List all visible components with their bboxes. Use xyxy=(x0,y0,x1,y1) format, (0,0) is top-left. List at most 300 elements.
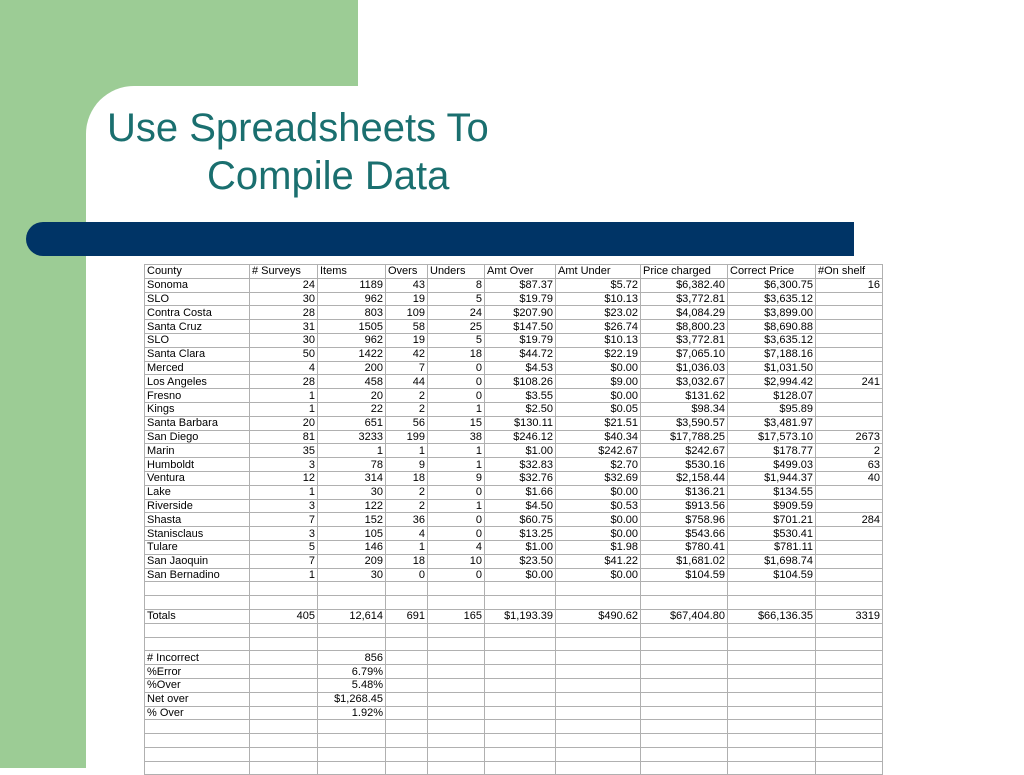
table-cell: 43 xyxy=(386,278,428,292)
table-cell: $9.00 xyxy=(556,375,641,389)
table-cell: $0.00 xyxy=(556,568,641,582)
table-cell xyxy=(485,706,556,720)
table-cell xyxy=(816,416,883,430)
table-cell: 18 xyxy=(386,471,428,485)
table-cell: 458 xyxy=(318,375,386,389)
table-cell: 50 xyxy=(250,347,318,361)
table-cell: $0.00 xyxy=(556,513,641,527)
table-cell: $5.72 xyxy=(556,278,641,292)
table-cell: Shasta xyxy=(145,513,250,527)
table-cell: 962 xyxy=(318,333,386,347)
table-row xyxy=(145,637,883,651)
table-cell: $131.62 xyxy=(641,389,728,403)
table-cell: $2,994.42 xyxy=(728,375,816,389)
table-cell: San Jaoquin xyxy=(145,554,250,568)
table-cell xyxy=(250,637,318,651)
table-cell xyxy=(728,692,816,706)
table-cell: $13.25 xyxy=(485,527,556,541)
table-cell: 78 xyxy=(318,458,386,472)
table-cell: $1.98 xyxy=(556,540,641,554)
table-cell: 2 xyxy=(386,402,428,416)
table-cell xyxy=(816,582,883,596)
table-cell: $3,481.97 xyxy=(728,416,816,430)
table-cell xyxy=(145,623,250,637)
table-cell xyxy=(728,706,816,720)
table-cell xyxy=(250,596,318,610)
table-cell: 9 xyxy=(386,458,428,472)
table-cell: $147.50 xyxy=(485,320,556,334)
table-row xyxy=(145,554,883,568)
table-cell xyxy=(816,747,883,761)
table-cell xyxy=(485,747,556,761)
table-cell: 165 xyxy=(428,609,485,623)
table-row xyxy=(145,747,883,761)
table-cell: $95.89 xyxy=(728,402,816,416)
table-cell xyxy=(556,651,641,665)
table-cell: Sonoma xyxy=(145,278,250,292)
table-cell xyxy=(816,389,883,403)
table-cell: 30 xyxy=(250,333,318,347)
table-cell: 3319 xyxy=(816,609,883,623)
table-cell xyxy=(728,734,816,748)
table-cell xyxy=(428,678,485,692)
table-cell: SLO xyxy=(145,292,250,306)
table-cell: $1,944.37 xyxy=(728,471,816,485)
table-cell: $67,404.80 xyxy=(641,609,728,623)
table-row xyxy=(145,278,883,292)
table-cell: $490.62 xyxy=(556,609,641,623)
table-cell: $2.50 xyxy=(485,402,556,416)
table-cell: $530.16 xyxy=(641,458,728,472)
table-cell xyxy=(641,665,728,679)
table-row xyxy=(145,527,883,541)
table-cell: 5.48% xyxy=(318,678,386,692)
table-cell: 1 xyxy=(386,444,428,458)
table-cell: Santa Clara xyxy=(145,347,250,361)
table-cell: $19.79 xyxy=(485,333,556,347)
table-cell xyxy=(556,692,641,706)
table-cell xyxy=(556,582,641,596)
table-cell xyxy=(428,747,485,761)
table-cell: $3,635.12 xyxy=(728,292,816,306)
table-cell xyxy=(816,554,883,568)
table-cell: 405 xyxy=(250,609,318,623)
table-cell: 19 xyxy=(386,292,428,306)
table-row xyxy=(145,485,883,499)
table-row xyxy=(145,499,883,513)
table-cell: $23.50 xyxy=(485,554,556,568)
table-row xyxy=(145,458,883,472)
table-cell: Riverside xyxy=(145,499,250,513)
table-cell: $17,573.10 xyxy=(728,430,816,444)
table-cell: Totals xyxy=(145,609,250,623)
table-cell: 28 xyxy=(250,306,318,320)
table-cell xyxy=(428,582,485,596)
table-cell: $108.26 xyxy=(485,375,556,389)
table-header-row xyxy=(145,265,883,279)
table-cell: 0 xyxy=(428,485,485,499)
table-cell: $26.74 xyxy=(556,320,641,334)
table-cell: 0 xyxy=(386,568,428,582)
table-cell xyxy=(428,665,485,679)
table-cell: $41.22 xyxy=(556,554,641,568)
table-cell xyxy=(728,582,816,596)
table-row xyxy=(145,361,883,375)
table-cell xyxy=(816,692,883,706)
table-row xyxy=(145,761,883,775)
table-cell: $909.59 xyxy=(728,499,816,513)
table-cell xyxy=(641,596,728,610)
table-cell: Marin xyxy=(145,444,250,458)
table-cell xyxy=(816,568,883,582)
table-cell: 1505 xyxy=(318,320,386,334)
table-cell xyxy=(318,596,386,610)
table-row xyxy=(145,692,883,706)
table-cell xyxy=(145,637,250,651)
table-cell: $60.75 xyxy=(485,513,556,527)
table-cell: 2 xyxy=(386,389,428,403)
table-row xyxy=(145,347,883,361)
table-cell: $1,698.74 xyxy=(728,554,816,568)
table-cell xyxy=(318,734,386,748)
table-cell: $2,158.44 xyxy=(641,471,728,485)
table-cell: 20 xyxy=(318,389,386,403)
table-cell: 25 xyxy=(428,320,485,334)
table-cell: 691 xyxy=(386,609,428,623)
table-row xyxy=(145,720,883,734)
table-cell: $3,032.67 xyxy=(641,375,728,389)
table-cell: 7 xyxy=(386,361,428,375)
table-cell: Net over xyxy=(145,692,250,706)
table-cell: $781.11 xyxy=(728,540,816,554)
table-cell xyxy=(641,761,728,775)
table-cell: 24 xyxy=(250,278,318,292)
table-cell: 3 xyxy=(250,527,318,541)
table-cell xyxy=(641,651,728,665)
table-cell: $780.41 xyxy=(641,540,728,554)
table-cell xyxy=(485,720,556,734)
table-cell: 1422 xyxy=(318,347,386,361)
table-row xyxy=(145,320,883,334)
table-cell xyxy=(816,499,883,513)
table-cell: 6.79% xyxy=(318,665,386,679)
table-cell: $1.66 xyxy=(485,485,556,499)
table-cell xyxy=(556,747,641,761)
table-cell xyxy=(641,692,728,706)
table-cell: 28 xyxy=(250,375,318,389)
table-cell xyxy=(816,361,883,375)
table-cell xyxy=(816,485,883,499)
table-cell: $701.21 xyxy=(728,513,816,527)
table-row xyxy=(145,568,883,582)
table-row xyxy=(145,596,883,610)
table-cell: $8,800.23 xyxy=(641,320,728,334)
table-cell: 9 xyxy=(428,471,485,485)
spreadsheet-table xyxy=(144,264,883,775)
table-cell: 1 xyxy=(428,458,485,472)
table-cell xyxy=(386,651,428,665)
table-cell xyxy=(428,761,485,775)
table-cell xyxy=(428,623,485,637)
column-header: Amt Under xyxy=(556,265,641,279)
table-cell: $0.00 xyxy=(556,389,641,403)
table-cell: SLO xyxy=(145,333,250,347)
slide-title xyxy=(107,104,647,200)
table-cell xyxy=(250,665,318,679)
table-cell xyxy=(641,706,728,720)
table-cell xyxy=(485,582,556,596)
table-cell: $66,136.35 xyxy=(728,609,816,623)
table-cell: $3,772.81 xyxy=(641,292,728,306)
table-cell: $128.07 xyxy=(728,389,816,403)
table-cell xyxy=(428,734,485,748)
table-cell: 0 xyxy=(428,527,485,541)
table-cell: 1 xyxy=(428,499,485,513)
table-cell: $32.69 xyxy=(556,471,641,485)
table-cell xyxy=(816,623,883,637)
table-cell: 109 xyxy=(386,306,428,320)
table-cell xyxy=(318,761,386,775)
column-header: Overs xyxy=(386,265,428,279)
table-cell xyxy=(556,596,641,610)
table-cell: 1 xyxy=(250,485,318,499)
table-row xyxy=(145,609,883,623)
table-cell: 0 xyxy=(428,389,485,403)
table-cell xyxy=(386,706,428,720)
table-cell xyxy=(145,582,250,596)
table-cell: Fresno xyxy=(145,389,250,403)
table-cell: $32.83 xyxy=(485,458,556,472)
table-cell: $21.51 xyxy=(556,416,641,430)
table-cell: 199 xyxy=(386,430,428,444)
table-cell: Kings xyxy=(145,402,250,416)
table-row xyxy=(145,292,883,306)
table-cell: 22 xyxy=(318,402,386,416)
table-cell xyxy=(250,651,318,665)
column-header: Correct Price xyxy=(728,265,816,279)
table-cell: 0 xyxy=(428,375,485,389)
table-cell: 5 xyxy=(250,540,318,554)
table-row xyxy=(145,416,883,430)
table-cell: 1 xyxy=(428,402,485,416)
table-cell: $104.59 xyxy=(641,568,728,582)
table-cell xyxy=(250,582,318,596)
table-cell: $44.72 xyxy=(485,347,556,361)
table-row xyxy=(145,678,883,692)
table-cell: 18 xyxy=(386,554,428,568)
table-cell xyxy=(816,665,883,679)
table-row xyxy=(145,471,883,485)
table-cell xyxy=(428,637,485,651)
table-cell: 4 xyxy=(250,361,318,375)
table-cell: 651 xyxy=(318,416,386,430)
table-cell: %Error xyxy=(145,665,250,679)
table-cell: $7,188.16 xyxy=(728,347,816,361)
table-cell xyxy=(728,623,816,637)
table-cell: $17,788.25 xyxy=(641,430,728,444)
table-cell: $913.56 xyxy=(641,499,728,513)
table-cell: $0.00 xyxy=(556,485,641,499)
table-cell: $0.00 xyxy=(485,568,556,582)
table-cell xyxy=(728,596,816,610)
table-cell xyxy=(556,720,641,734)
table-cell: 18 xyxy=(428,347,485,361)
table-cell xyxy=(556,637,641,651)
table-cell xyxy=(816,637,883,651)
table-cell: 146 xyxy=(318,540,386,554)
table-cell: 38 xyxy=(428,430,485,444)
table-cell: 1 xyxy=(250,389,318,403)
table-cell xyxy=(641,582,728,596)
table-cell: $87.37 xyxy=(485,278,556,292)
table-cell: 0 xyxy=(428,513,485,527)
table-cell xyxy=(816,540,883,554)
table-cell: %Over xyxy=(145,678,250,692)
table-cell: 3 xyxy=(250,499,318,513)
table-cell: $3,590.57 xyxy=(641,416,728,430)
table-cell xyxy=(816,651,883,665)
table-cell: 63 xyxy=(816,458,883,472)
table-cell xyxy=(728,678,816,692)
table-cell: 152 xyxy=(318,513,386,527)
table-cell: 122 xyxy=(318,499,386,513)
table-cell: $1,031.50 xyxy=(728,361,816,375)
table-cell xyxy=(145,734,250,748)
table-cell: 7 xyxy=(250,513,318,527)
table-cell: 10 xyxy=(428,554,485,568)
table-cell xyxy=(816,402,883,416)
table-cell: 7 xyxy=(250,554,318,568)
table-cell xyxy=(728,761,816,775)
table-cell xyxy=(386,596,428,610)
table-cell xyxy=(728,665,816,679)
table-cell xyxy=(386,582,428,596)
table-cell xyxy=(816,320,883,334)
column-header: Price charged xyxy=(641,265,728,279)
table-cell xyxy=(816,596,883,610)
table-cell: 200 xyxy=(318,361,386,375)
table-cell: 1 xyxy=(318,444,386,458)
table-cell: 803 xyxy=(318,306,386,320)
table-cell: $178.77 xyxy=(728,444,816,458)
table-cell xyxy=(318,747,386,761)
table-cell: 2 xyxy=(816,444,883,458)
table-row xyxy=(145,582,883,596)
table-cell: 1 xyxy=(250,402,318,416)
table-cell: 2673 xyxy=(816,430,883,444)
table-cell: $19.79 xyxy=(485,292,556,306)
table-cell xyxy=(816,527,883,541)
table-cell: 241 xyxy=(816,375,883,389)
table-cell: $6,300.75 xyxy=(728,278,816,292)
table-cell: 30 xyxy=(250,292,318,306)
table-cell: 20 xyxy=(250,416,318,430)
table-cell: 856 xyxy=(318,651,386,665)
table-cell: $1,268.45 xyxy=(318,692,386,706)
table-cell: 12 xyxy=(250,471,318,485)
table-cell xyxy=(250,747,318,761)
column-header: County xyxy=(145,265,250,279)
table-cell: 2 xyxy=(386,499,428,513)
table-cell: 12,614 xyxy=(318,609,386,623)
table-cell xyxy=(145,596,250,610)
table-cell xyxy=(318,720,386,734)
table-row xyxy=(145,665,883,679)
table-cell: 15 xyxy=(428,416,485,430)
table-row xyxy=(145,375,883,389)
table-cell xyxy=(816,720,883,734)
table-cell: 5 xyxy=(428,292,485,306)
table-cell: Lake xyxy=(145,485,250,499)
table-cell: 58 xyxy=(386,320,428,334)
table-cell: $22.19 xyxy=(556,347,641,361)
table-cell xyxy=(728,651,816,665)
table-cell: $134.55 xyxy=(728,485,816,499)
table-cell xyxy=(386,665,428,679)
table-cell: 2 xyxy=(386,485,428,499)
table-cell: Tulare xyxy=(145,540,250,554)
table-row xyxy=(145,306,883,320)
table-cell: # Incorrect xyxy=(145,651,250,665)
table-cell: 0 xyxy=(428,361,485,375)
table-cell xyxy=(428,596,485,610)
table-cell xyxy=(386,761,428,775)
table-cell xyxy=(318,637,386,651)
column-header: Items xyxy=(318,265,386,279)
table-cell: $1.00 xyxy=(485,540,556,554)
table-cell xyxy=(485,596,556,610)
table-cell xyxy=(428,720,485,734)
table-cell: $499.03 xyxy=(728,458,816,472)
table-cell: $0.00 xyxy=(556,361,641,375)
table-cell: 314 xyxy=(318,471,386,485)
table-cell: 30 xyxy=(318,485,386,499)
table-cell: 19 xyxy=(386,333,428,347)
table-cell: $98.34 xyxy=(641,402,728,416)
table-cell: $8,690.88 xyxy=(728,320,816,334)
table-cell: % Over xyxy=(145,706,250,720)
table-cell: 5 xyxy=(428,333,485,347)
table-cell xyxy=(250,623,318,637)
table-cell: Stanisclaus xyxy=(145,527,250,541)
table-row xyxy=(145,430,883,444)
table-cell: $0.00 xyxy=(556,527,641,541)
table-cell xyxy=(145,747,250,761)
column-header: #On shelf xyxy=(816,265,883,279)
table-cell xyxy=(556,678,641,692)
table-cell: 36 xyxy=(386,513,428,527)
table-cell: Los Angeles xyxy=(145,375,250,389)
table-cell: $242.67 xyxy=(556,444,641,458)
table-cell xyxy=(145,761,250,775)
table-cell: $136.21 xyxy=(641,485,728,499)
table-cell: 3 xyxy=(250,458,318,472)
table-cell xyxy=(816,706,883,720)
table-cell: 4 xyxy=(428,540,485,554)
title-line-2: Compile Data xyxy=(207,154,450,198)
table-cell xyxy=(428,651,485,665)
table-cell xyxy=(485,637,556,651)
table-cell xyxy=(318,582,386,596)
table-cell xyxy=(728,720,816,734)
table-cell xyxy=(318,623,386,637)
table-cell: Humboldt xyxy=(145,458,250,472)
table-row xyxy=(145,706,883,720)
table-cell: 44 xyxy=(386,375,428,389)
table-cell: 24 xyxy=(428,306,485,320)
table-cell xyxy=(485,761,556,775)
table-cell xyxy=(386,637,428,651)
